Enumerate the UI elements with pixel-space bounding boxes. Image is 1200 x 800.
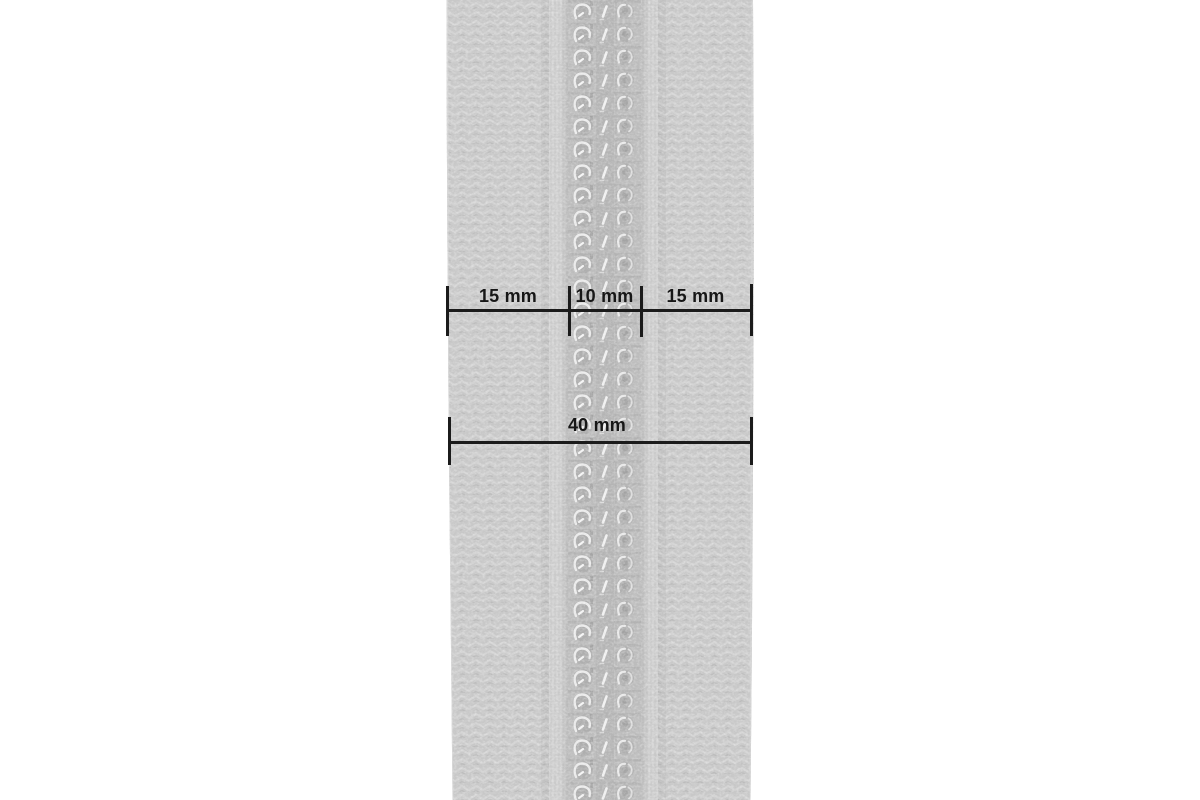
dim-label-right-tape: 15 mm: [666, 286, 725, 306]
dim-line: [446, 309, 753, 312]
dim-line: [448, 441, 753, 444]
dim-label-coil: 10 mm: [575, 286, 634, 306]
dim-tick: [750, 417, 753, 465]
dim-label-total-width: 40 mm: [567, 415, 627, 435]
dim-label-left-tape: 15 mm: [478, 286, 538, 306]
zipper-tape: [440, 0, 760, 800]
